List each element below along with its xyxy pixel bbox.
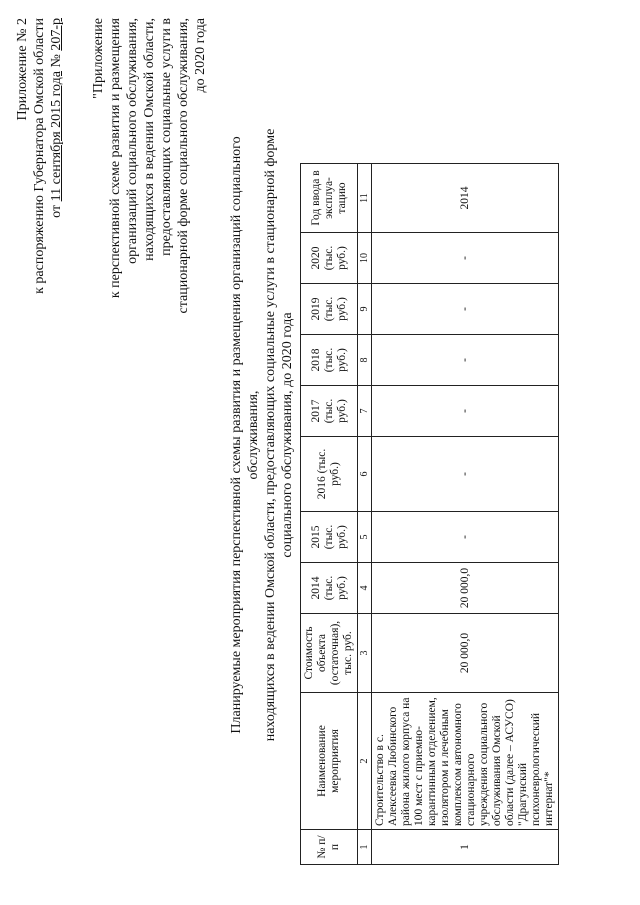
col-number: 1 bbox=[358, 830, 372, 865]
col-number: 8 bbox=[358, 335, 372, 386]
col-header-2018: 2018 (тыс. руб.) bbox=[301, 335, 358, 386]
col-header-2014: 2014 (тыс. руб.) bbox=[301, 563, 358, 614]
col-header-name: Наименование мероприятия bbox=[301, 693, 358, 830]
document-title: Планируемые мероприятия перспективной схемы развития и размещения организаций социального обслуживания, находящихся в ведении Омской области, предоставляющих социальные услуги в стационарной форме социального обслуживания, до 2020 года bbox=[229, 128, 295, 742]
col-header-2017: 2017 (тыс. руб.) bbox=[301, 386, 358, 437]
row-2014: 20 000,0 bbox=[372, 563, 559, 614]
appendix-scheme-block: "Приложение к перспективной схеме развития и размещения организаций социального обслуживания, находящихся в ведении Омской области, предоставляющих социальные услуги в стационарной форме социального обслуживания, до 2020 года bbox=[91, 18, 208, 314]
col-header-2020: 2020 (тыс. руб.) bbox=[301, 233, 358, 284]
row-2020: - bbox=[372, 233, 559, 284]
row-commission-year: 2014 bbox=[372, 164, 559, 233]
row-2018: - bbox=[372, 335, 559, 386]
row-num: 1 bbox=[372, 830, 559, 865]
row-2017: - bbox=[372, 386, 559, 437]
col-header-cost: Стоимость объекта (остаточная), тыс. руб. bbox=[301, 614, 358, 693]
col-number: 2 bbox=[358, 693, 372, 830]
col-number: 9 bbox=[358, 284, 372, 335]
row-2019: - bbox=[372, 284, 559, 335]
appendix-header bbox=[14, 18, 65, 378]
col-number: 6 bbox=[358, 437, 372, 512]
col-number: 4 bbox=[358, 563, 372, 614]
order-number: 207-р bbox=[49, 18, 64, 51]
col-number: 5 bbox=[358, 512, 372, 563]
row-measure-name: Строительство в с. Алексеевка Любинского района жилого корпуса на 100 мест с приемно-карантинным отделением, изолятором и лечебным комплексом автономного стационарного учреждения социального обслуживания Омской области (далее – АСУСО) "Драгунский психоневрологический интернат"* bbox=[372, 693, 559, 830]
order-date-line: от 11 сентября 2015 года № 207-р bbox=[49, 18, 64, 218]
col-header-commission: Год ввода в эксплуа-тацию bbox=[301, 164, 358, 233]
row-cost: 20 000,0 bbox=[372, 614, 559, 693]
col-header-2019: 2019 (тыс. руб.) bbox=[301, 284, 358, 335]
order-date: 11 сентября 2015 года bbox=[49, 71, 64, 202]
col-header-num: № п/п bbox=[301, 830, 358, 865]
row-2016: - bbox=[372, 437, 559, 512]
col-number: 7 bbox=[358, 386, 372, 437]
order-reference: к распоряжению Губернатора Омской области bbox=[32, 18, 47, 294]
col-header-2015: 2015 (тыс. руб.) bbox=[301, 512, 358, 563]
measures-table bbox=[300, 163, 559, 865]
col-number: 10 bbox=[358, 233, 372, 284]
col-number: 3 bbox=[358, 614, 372, 693]
appendix-number: Приложение № 2 bbox=[15, 18, 30, 121]
table-row bbox=[372, 164, 559, 865]
column-number-row bbox=[358, 164, 372, 865]
col-header-2016: 2016 (тыс. руб.) bbox=[301, 437, 358, 512]
col-number: 11 bbox=[358, 164, 372, 233]
table-header-row bbox=[301, 164, 358, 865]
row-2015: - bbox=[372, 512, 559, 563]
